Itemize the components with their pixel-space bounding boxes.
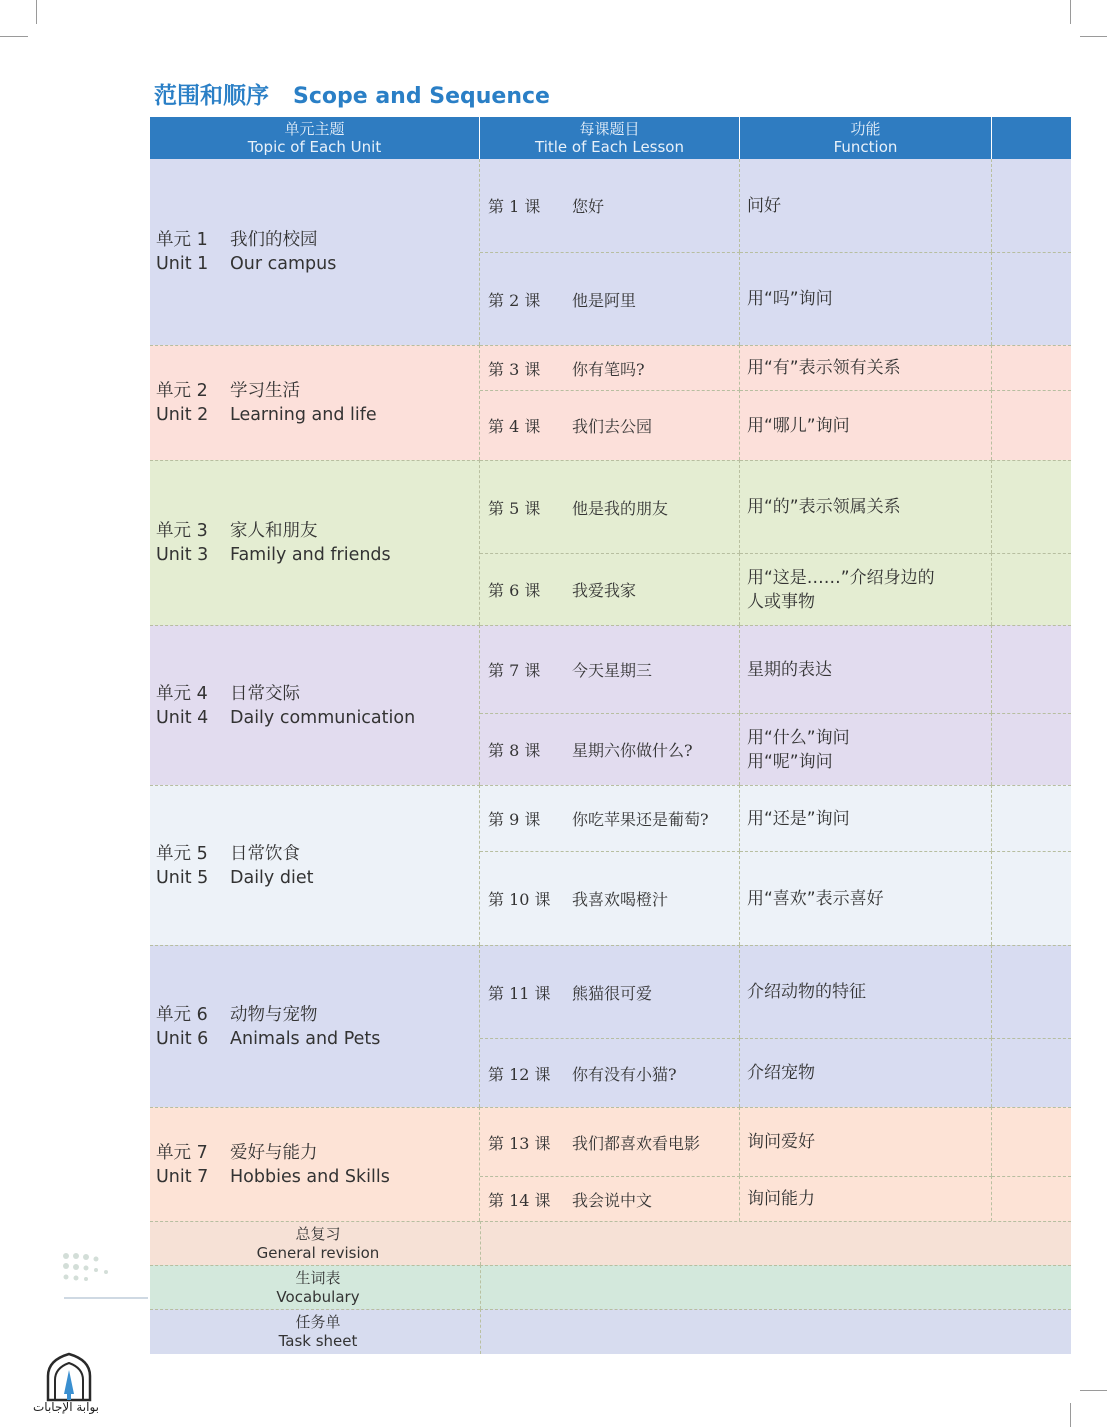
extra-en: Vocabulary (276, 1287, 360, 1306)
header-function (740, 117, 992, 159)
lesson-7 (480, 625, 740, 713)
scope-sequence-table (150, 117, 1071, 1360)
header-lesson-zh: 每课题目 (579, 120, 640, 138)
lesson-num: 第 2 课 (488, 290, 541, 310)
unit-en-num: Unit 7 (156, 1166, 209, 1187)
lesson-title: 他是阿里 (572, 290, 637, 310)
lesson-num: 第 9 课 (488, 810, 541, 829)
unit-en-title: Daily communication (230, 707, 416, 728)
lesson-num: 第 3 课 (488, 359, 541, 379)
function-3 (740, 345, 992, 390)
logo-text: بوابة الإجابات (33, 1400, 100, 1414)
unit-en-num: Unit 4 (156, 707, 209, 728)
page-title (154, 77, 550, 109)
empty-cell (992, 159, 1071, 252)
lesson-3 (480, 345, 740, 390)
header-lesson (480, 117, 740, 159)
lesson-6 (480, 553, 740, 625)
header-topic-en: Topic of Each Unit (247, 138, 382, 156)
function-text: 用“呢”询问 (747, 751, 833, 772)
unit-topic-6 (150, 945, 480, 1107)
function-12 (740, 1038, 992, 1107)
unit-en-title: Hobbies and Skills (230, 1166, 390, 1187)
lesson-title: 你吃苹果还是葡萄? (572, 810, 709, 829)
lesson-num: 第 14 课 (488, 1190, 551, 1210)
unit-zh-num: 单元 4 (156, 683, 208, 704)
empty-cell (992, 625, 1071, 713)
lesson-4 (480, 390, 740, 460)
function-text: 用“什么”询问 (747, 727, 850, 748)
lesson-num: 第 11 课 (488, 983, 551, 1003)
unit-zh-num: 单元 1 (156, 230, 208, 250)
lesson-num: 第 7 课 (488, 661, 541, 680)
empty-cell (480, 1221, 1071, 1265)
lesson-title: 你有笔吗? (572, 359, 645, 379)
function-text: 询问能力 (747, 1189, 815, 1209)
lesson-num: 第 10 课 (488, 890, 551, 909)
extra-en: General revision (256, 1243, 380, 1262)
unit-en-num: Unit 5 (156, 867, 209, 888)
function-text: 询问爱好 (747, 1132, 815, 1152)
ministry-watermark-icon (60, 1250, 150, 1310)
header-function-en: Function (833, 138, 898, 156)
empty-cell (992, 1038, 1071, 1107)
header-empty (992, 117, 1071, 159)
lesson-14 (480, 1176, 740, 1221)
function-5 (740, 460, 992, 553)
header-topic-zh: 单元主题 (284, 120, 345, 138)
empty-cell (992, 945, 1071, 1038)
empty-cell (992, 553, 1071, 625)
lesson-title: 您好 (572, 197, 605, 216)
lesson-title: 我会说中文 (572, 1190, 653, 1210)
unit-zh-title: 动物与宠物 (230, 1004, 318, 1025)
unit-en-num: Unit 3 (156, 545, 209, 565)
lesson-9 (480, 785, 740, 851)
header-function-zh: 功能 (850, 120, 881, 138)
empty-cell (992, 1107, 1071, 1176)
function-1 (740, 159, 992, 252)
unit-topic-4 (150, 625, 480, 785)
lesson-12 (480, 1038, 740, 1107)
extra-zh: 任务单 (295, 1313, 341, 1331)
unit-en-title: Our campus (230, 254, 337, 274)
lesson-num: 第 13 课 (488, 1133, 551, 1153)
unit-zh-num: 单元 6 (156, 1004, 208, 1025)
mosque-logo-icon (28, 1350, 110, 1426)
unit-zh-num: 单元 7 (156, 1142, 208, 1163)
function-text: 用“吗”询问 (747, 289, 833, 309)
header-topic (150, 117, 480, 159)
extra-zh: 总复习 (295, 1224, 341, 1243)
unit-zh-title: 学习生活 (230, 381, 300, 401)
lesson-title: 他是我的朋友 (572, 498, 669, 518)
task-sheet-row (150, 1309, 480, 1354)
lesson-num: 第 1 课 (488, 197, 541, 216)
page-title-zh: 范围和顺序 (154, 83, 269, 109)
lesson-title: 我爱我家 (572, 581, 637, 600)
function-text: 介绍动物的特征 (747, 982, 866, 1002)
function-text: 用“哪儿”询问 (747, 415, 850, 436)
unit-en-title: Family and friends (230, 545, 391, 565)
crop-mark (1080, 36, 1107, 37)
crop-mark (1080, 1390, 1107, 1391)
extra-en: Task sheet (278, 1332, 358, 1350)
unit-en-title: Animals and Pets (230, 1028, 381, 1049)
lesson-title: 你有没有小猫? (572, 1064, 677, 1084)
unit-zh-title: 爱好与能力 (230, 1142, 318, 1163)
unit-en-title: Daily diet (230, 867, 314, 888)
function-text: 用“还是”询问 (747, 808, 850, 829)
crop-mark (0, 36, 28, 37)
unit-en-title: Learning and life (230, 405, 377, 425)
function-text: 介绍宠物 (747, 1063, 815, 1083)
unit-zh-num: 单元 2 (156, 381, 208, 401)
empty-cell (480, 1309, 1071, 1354)
unit-topic-1 (150, 159, 480, 345)
function-11 (740, 945, 992, 1038)
unit-en-num: Unit 6 (156, 1028, 209, 1049)
unit-topic-5 (150, 785, 480, 945)
unit-en-num: Unit 1 (156, 254, 209, 274)
lesson-title: 我喜欢喝橙汁 (572, 890, 669, 909)
unit-zh-title: 我们的校园 (230, 230, 318, 250)
function-text: 用“有”表示领有关系 (747, 358, 901, 378)
lesson-num: 第 6 课 (488, 581, 541, 600)
vocabulary-row (150, 1265, 480, 1309)
unit-topic-7 (150, 1107, 480, 1221)
lesson-num: 第 5 课 (488, 498, 541, 518)
function-2 (740, 252, 992, 345)
lesson-title: 熊猫很可爱 (572, 983, 653, 1003)
function-8 (740, 713, 992, 785)
empty-cell (992, 785, 1071, 851)
lesson-title: 我们都喜欢看电影 (572, 1133, 701, 1153)
empty-cell (992, 345, 1071, 390)
function-7 (740, 625, 992, 713)
lesson-13 (480, 1107, 740, 1176)
empty-cell (992, 1176, 1071, 1221)
empty-cell (480, 1265, 1071, 1309)
lesson-num: 第 12 课 (488, 1064, 551, 1084)
unit-zh-title: 家人和朋友 (230, 521, 318, 541)
lesson-num: 第 8 课 (488, 741, 541, 760)
unit-zh-num: 单元 5 (156, 843, 208, 864)
function-text: 用“这是……”介绍身边的 (747, 567, 935, 588)
empty-cell (992, 460, 1071, 553)
unit-topic-3 (150, 460, 480, 625)
lesson-11 (480, 945, 740, 1038)
lesson-1 (480, 159, 740, 252)
function-14 (740, 1176, 992, 1221)
lesson-title: 我们去公园 (572, 417, 653, 436)
extra-zh: 生词表 (295, 1268, 341, 1287)
function-4 (740, 390, 992, 460)
function-text: 问好 (747, 195, 781, 216)
general-revision-row (150, 1221, 480, 1265)
empty-cell (992, 390, 1071, 460)
lesson-num: 第 4 课 (488, 417, 541, 436)
function-13 (740, 1107, 992, 1176)
empty-cell (992, 252, 1071, 345)
crop-mark (36, 0, 37, 24)
function-text: 用“喜欢”表示喜好 (747, 888, 884, 909)
lesson-10 (480, 851, 740, 945)
unit-topic-2 (150, 345, 480, 460)
header-lesson-en: Title of Each Lesson (535, 138, 684, 156)
function-text: 星期的表达 (747, 659, 832, 680)
lesson-title: 星期六你做什么? (572, 741, 693, 760)
empty-cell (992, 713, 1071, 785)
function-6 (740, 553, 992, 625)
function-text: 用“的”表示领属关系 (747, 497, 901, 517)
lesson-5 (480, 460, 740, 553)
function-9 (740, 785, 992, 851)
crop-mark (1070, 1403, 1071, 1427)
lesson-8 (480, 713, 740, 785)
function-10 (740, 851, 992, 945)
lesson-2 (480, 252, 740, 345)
unit-zh-title: 日常饮食 (230, 843, 300, 864)
unit-zh-title: 日常交际 (230, 683, 300, 704)
crop-mark (1070, 0, 1071, 24)
page-title-en: Scope and Sequence (293, 84, 550, 109)
unit-zh-num: 单元 3 (156, 521, 208, 541)
unit-en-num: Unit 2 (156, 405, 209, 425)
empty-cell (992, 851, 1071, 945)
function-text: 人或事物 (747, 591, 815, 612)
lesson-title: 今天星期三 (572, 661, 653, 680)
